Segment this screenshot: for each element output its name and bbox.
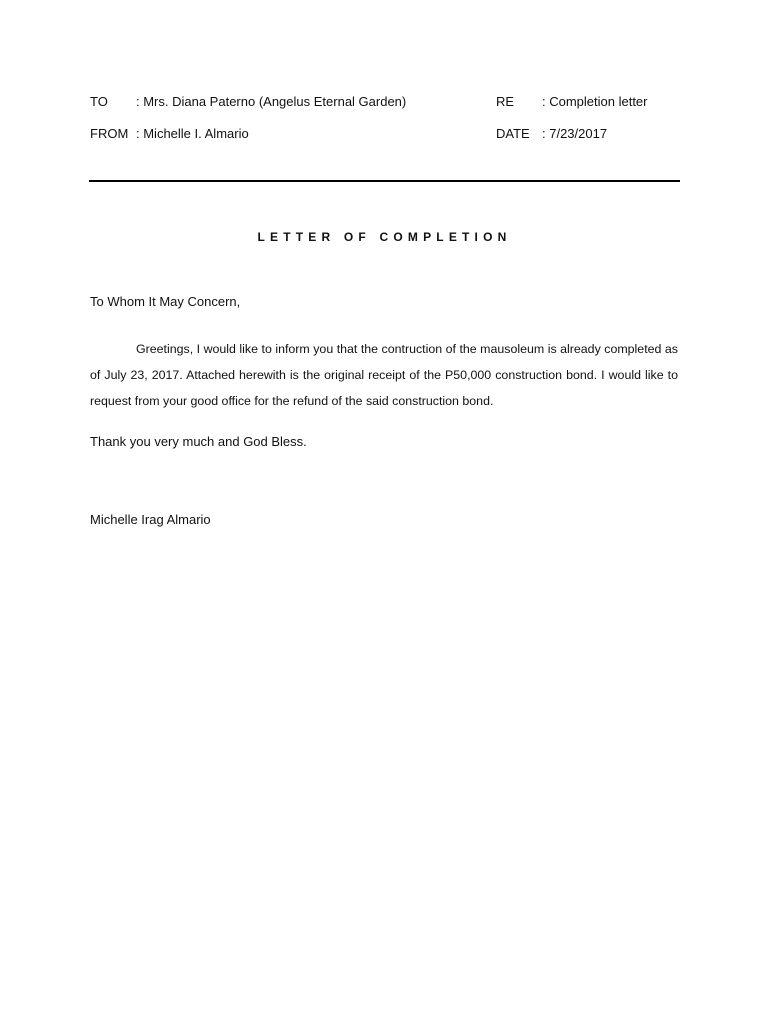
closing-line: Thank you very much and God Bless. [90,434,307,449]
header-divider [89,180,680,182]
from-label: FROM [90,126,129,141]
memo-from-row [90,124,690,144]
body-paragraph: Greetings, I would like to inform you that the contruction of the mausoleum is already completed as of July 23, 2017. Attached herewith is the original receipt of the P50,000 construction bond. I would like to request from your good office for the refund of the said construction bond. [90,342,678,408]
signature-name: Michelle Irag Almario [90,512,211,527]
date-label: DATE [496,126,530,141]
re-label: RE [496,94,515,109]
letter-title: LETTER OF COMPLETION [257,230,512,244]
to-label: TO [90,94,108,109]
memo-to-row [90,92,690,112]
salutation: To Whom It May Concern, [90,294,241,309]
from-value: : Michelle I. Almario [136,126,249,141]
re-value: : Completion letter [542,94,648,109]
date-value: : 7/23/2017 [542,126,608,141]
to-value: : Mrs. Diana Paterno (Angelus Eternal Garden) [136,94,407,109]
